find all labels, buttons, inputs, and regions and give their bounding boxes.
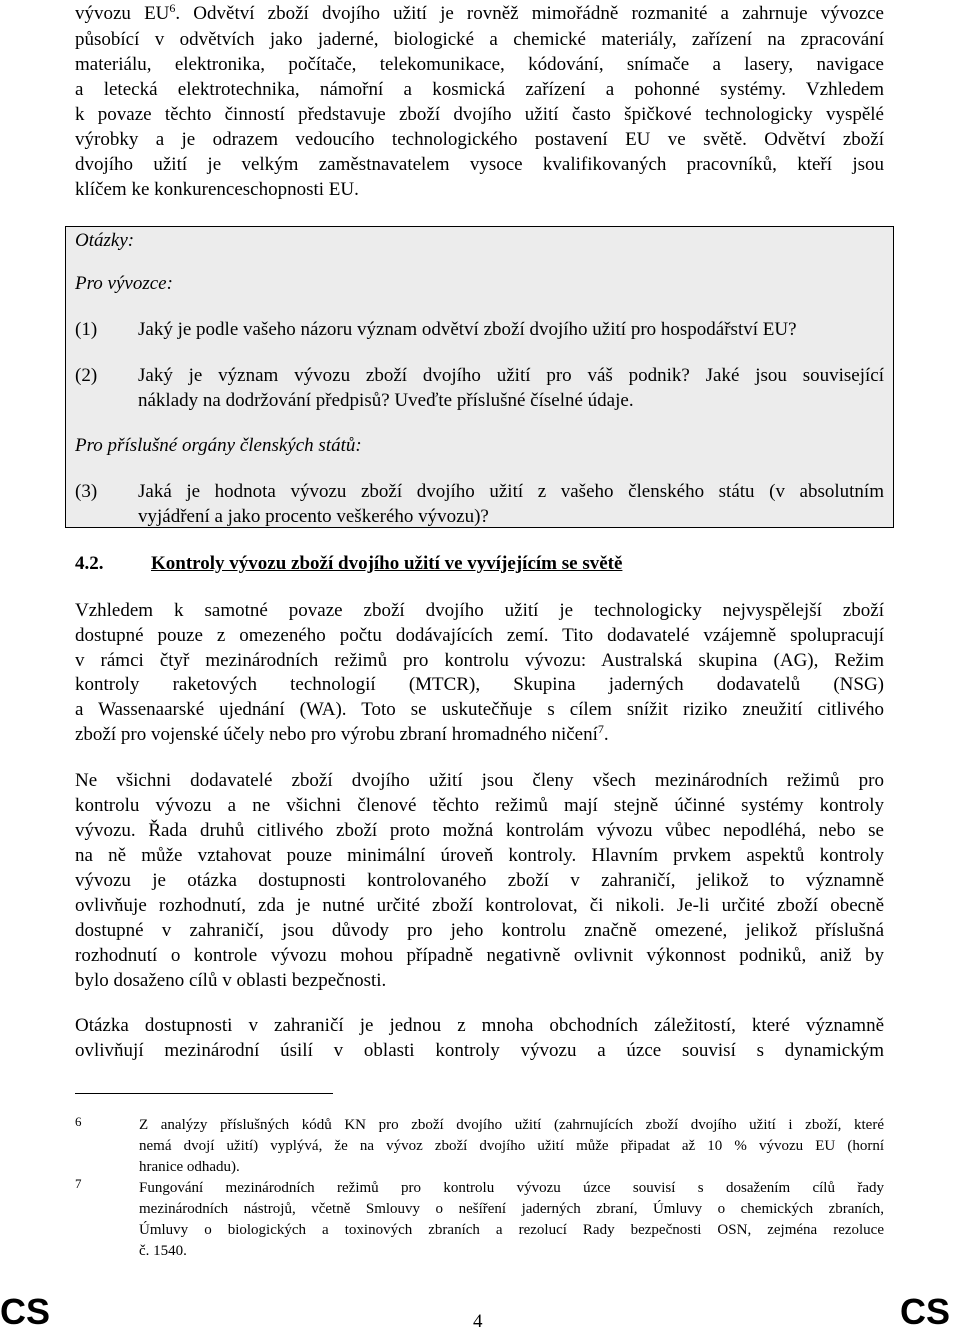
section-number: 4.2. (75, 553, 104, 574)
question-text: náklady na dodržování předpisů? Uveďte příslušné číselné údaje. (138, 390, 634, 411)
intro-line: klíčem ke konkurenceschopnosti EU. (75, 179, 359, 200)
paragraph-line: dostupné pouze z omezeného počtu dodávajících zemí. Tito dodavatelé vzájemně spolupracují (75, 625, 884, 646)
paragraph-line: kontrolu vývozu a ne všichni členové těchto režimů mají stejně účinné systémy kontroly (75, 795, 884, 816)
language-code-left: CS (0, 1291, 51, 1332)
paragraph-line: rozhodnutí o kontrole vývozu mohou případně negativně ovlivnit výkonnost podniků, aniž by (75, 945, 884, 966)
exporters-label: Pro vývozce: (75, 273, 173, 294)
intro-line: a letecká elektrotechnika, námořní a kosmická zařízení a pohonné systémy. Vzhledem (75, 79, 884, 100)
footnote-number: 7 (75, 1176, 82, 1191)
paragraph-line: dostupné v zahraničí, jsou důvody pro jeho kontrolu značně omezené, jelikož příslušná (75, 920, 884, 941)
footnote-line: nemá dvojí užití) vyplývá, že na vývoz zboží dvojího užití může připadat až 10 % vývozu EU (horní (139, 1138, 884, 1154)
paragraph-line: kontroly raketových technologií (MTCR), Skupina jaderných dodavatelů (NSG) (75, 674, 884, 695)
intro-line: dvojího užití je velkým zaměstnavatelem vysoce kvalifikovaných pracovníků, kteří jsou (75, 154, 884, 175)
intro-line: materiálu, elektronika, počítače, telekomunikace, kódování, snímače a lasery, navigace (75, 54, 884, 75)
paragraph-text: . (603, 724, 609, 745)
intro-line: výrobky a je odrazem vedoucího technologického postavení EU ve světě. Odvětví zboží (75, 129, 884, 150)
footnote-line: Z analýzy příslušných kódů KN pro zboží dvojího užití (zahrnujících zboží dvojího užití i zboží, které (139, 1117, 884, 1133)
question-number: (3) (75, 481, 98, 502)
paragraph-line (75, 723, 609, 747)
footnote-separator (75, 1093, 333, 1094)
paragraph-text: zboží pro vojenské účely nebo pro výrobu zbraní hromadného ničení (75, 724, 598, 745)
intro-text: vývozu EU (75, 3, 170, 24)
paragraph-line: a Wassenaarské ujednání (WA). Toto se uskutečňuje s cílem snížit riziko zneužití citlivého (75, 699, 884, 720)
paragraph-line: vývozu. Řada druhů citlivého zboží proto možná kontrolám vývozu vůbec nepodléhá, nebo se (75, 820, 884, 841)
question-text: Jaký je význam vývozu zboží dvojího užití pro váš podnik? Jaké jsou související (138, 365, 884, 386)
question-text: vyjádření a jako procento veškerého vývozu)? (138, 506, 489, 527)
paragraph-line: v rámci čtyř mezinárodních režimů pro kontrolu vývozu: Australská skupina (AG), Režim (75, 650, 884, 671)
footnote-line: Úmluvy o biologických a toxinových zbraních a rezolucí Rady bezpečnosti OSN, zejména rezoluce (139, 1222, 884, 1238)
section-title: Kontroly vývozu zboží dvojího užití ve vyvíjejícím se světě (151, 553, 623, 574)
footnote-ref-7[interactable]: 7 (597, 722, 604, 736)
intro-line: působící v odvětvích jako jaderné, biologické a chemické materiály, zařízení na zpracování (75, 29, 884, 50)
intro-line: k povaze těchto činností představuje zboží dvojího užití často špičkové technologicky vyspělé (75, 104, 884, 125)
paragraph-line: Vzhledem k samotné povaze zboží dvojího užití je technologicky nejvyspělejší zboží (75, 600, 884, 621)
paragraph-line: ovlivňuje rozhodnutí, zda je nutné určité zboží kontrolovat, či nikoli. Je-li určité zboží obecně (75, 895, 884, 916)
language-code-right: CS (900, 1291, 951, 1332)
question-number: (2) (75, 365, 98, 386)
question-text: Jaká je hodnota vývozu zboží dvojího užití z vašeho členského státu (v absolutním (138, 481, 884, 502)
paragraph-line: Ne všichni dodavatelé zboží dvojího užití jsou členy všech mezinárodních režimů pro (75, 770, 884, 791)
footnote-line: č. 1540. (139, 1243, 187, 1259)
paragraph-line: vývozu je otázka dostupnosti kontrolovaného zboží v zahraničí, jelikož to významně (75, 870, 884, 891)
footnote-line: hranice odhadu). (139, 1159, 240, 1175)
intro-line-0 (75, 2, 884, 26)
footnote-line: Fungování mezinárodních režimů pro kontrolu vývozu úzce souvisí s dosažením cílů řady (139, 1180, 884, 1196)
questions-heading: Otázky: (75, 230, 135, 251)
intro-text: . Odvětví zboží dvojího užití je rovněž mimořádně rozmanité a zahrnuje vývozce (175, 3, 884, 24)
authorities-label: Pro příslušné orgány členských států: (75, 435, 362, 456)
paragraph-line: Otázka dostupnosti v zahraničí je jednou z mnoha obchodních záležitostí, které významně (75, 1015, 884, 1036)
question-number: (1) (75, 319, 98, 340)
paragraph-line: ovlivňují mezinárodní úsilí v oblasti kontroly vývozu a úzce souvisí s dynamickým (75, 1040, 884, 1061)
page-number: 4 (473, 1311, 483, 1332)
footnote-line: mezinárodních nástrojů, včetně Smlouvy o nešíření jaderných zbraní, Úmluvy o chemických zbraních, (139, 1201, 884, 1217)
question-text: Jaký je podle vašeho názoru význam odvětví zboží dvojího užití pro hospodářství EU? (138, 319, 797, 340)
footnote-ref-6[interactable]: 6 (169, 1, 176, 15)
paragraph-line: na ně může vztahovat pouze minimální úroveň kontroly. Hlavním prvkem aspektů kontroly (75, 845, 884, 866)
footnote-number: 6 (75, 1114, 82, 1129)
paragraph-line: bylo dosaženo cílů v oblasti bezpečnosti. (75, 970, 387, 991)
